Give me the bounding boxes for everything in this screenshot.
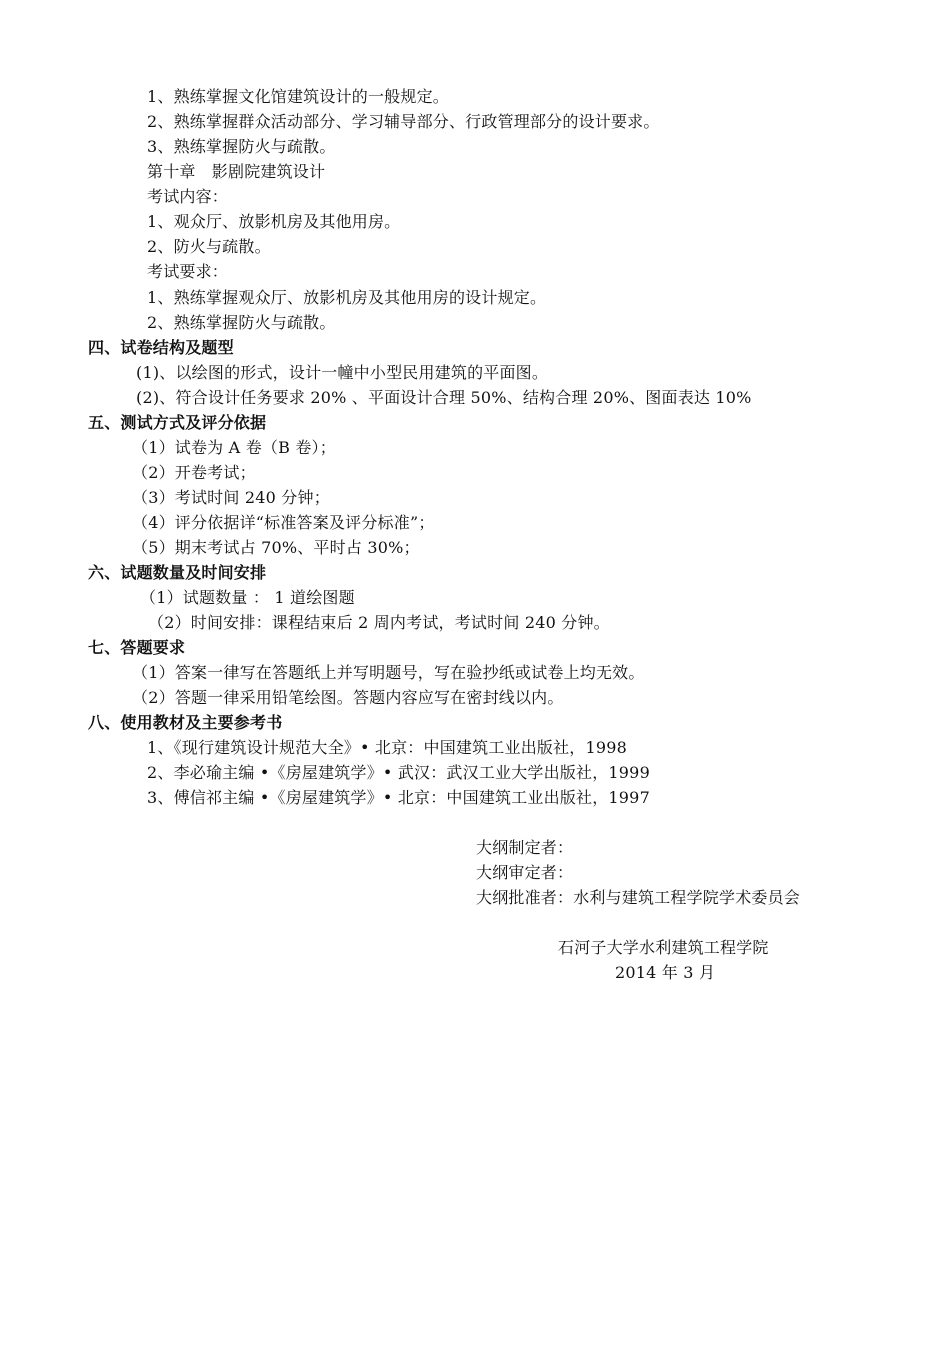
chapter10-content-2: 2、防火与疏散。 (147, 237, 271, 256)
section7-heading: 七、答题要求 (88, 638, 186, 657)
chapter10-title: 第十章 影剧院建筑设计 (147, 162, 326, 181)
outline-maker: 大纲制定者： (476, 838, 574, 857)
section6-item-2: （2）时间安排：课程结束后 2 周内考试，考试时间 240 分钟。 (148, 613, 610, 632)
section4-heading: 四、试卷结构及题型 (88, 338, 234, 357)
chapter10-requirement-label: 考试要求： (147, 262, 229, 281)
chapter10-requirement-1: 1、熟练掌握观众厅、放影机房及其他用房的设计规定。 (147, 288, 547, 307)
chapter9-requirement-2: 2、熟练掌握群众活动部分、学习辅导部分、行政管理部分的设计要求。 (147, 112, 660, 131)
institution-name: 石河子大学水利建筑工程学院 (558, 938, 769, 957)
section5-item-2: （2）开卷考试； (132, 463, 256, 482)
reference-book-1: 1、《现行建筑设计规范大全》• 北京：中国建筑工业出版社，1998 (147, 738, 628, 757)
section5-item-5: （5）期末考试占 70%、平时占 30%； (132, 538, 420, 557)
reference-book-3: 3、傅信祁主编 •《房屋建筑学》• 北京：中国建筑工业出版社，1997 (147, 788, 650, 807)
section6-item-1: （1）试题数量 ： 1 道绘图题 (140, 588, 355, 607)
section7-item-2: （2）答题一律采用铅笔绘图。答题内容应写在密封线以内。 (132, 688, 564, 707)
document-date: 2014 年 3 月 (615, 963, 716, 982)
chapter10-content-label: 考试内容： (147, 187, 229, 206)
chapter10-requirement-2: 2、熟练掌握防火与疏散。 (147, 313, 336, 332)
section4-item-2: (2)、符合设计任务要求 20% 、平面设计合理 50%、结构合理 20%、图面表达 10% (136, 388, 752, 407)
section5-item-1: （1）试卷为 A 卷（B 卷）； (132, 438, 336, 457)
reference-book-2: 2、李必瑜主编 •《房屋建筑学》• 武汉：武汉工业大学出版社，1999 (147, 763, 650, 782)
chapter10-content-1: 1、观众厅、放影机房及其他用房。 (147, 212, 401, 231)
outline-reviewer: 大纲审定者： (476, 863, 574, 882)
section5-heading: 五、测试方式及评分依据 (88, 413, 267, 432)
section5-item-4: （4）评分依据详“标准答案及评分标准”； (132, 513, 435, 532)
chapter9-requirement-3: 3、熟练掌握防火与疏散。 (147, 137, 336, 156)
section4-item-1: (1)、以绘图的形式，设计一幢中小型民用建筑的平面图。 (136, 363, 549, 382)
section5-item-3: （3）考试时间 240 分钟； (132, 488, 330, 507)
section7-item-1: （1）答案一律写在答题纸上并写明题号，写在验抄纸或试卷上均无效。 (132, 663, 645, 682)
section8-heading: 八、使用教材及主要参考书 (88, 713, 283, 732)
chapter9-requirement-1: 1、熟练掌握文化馆建筑设计的一般规定。 (147, 87, 449, 106)
outline-approver: 大纲批准者：水利与建筑工程学院学术委员会 (476, 888, 801, 907)
section6-heading: 六、试题数量及时间安排 (88, 563, 267, 582)
